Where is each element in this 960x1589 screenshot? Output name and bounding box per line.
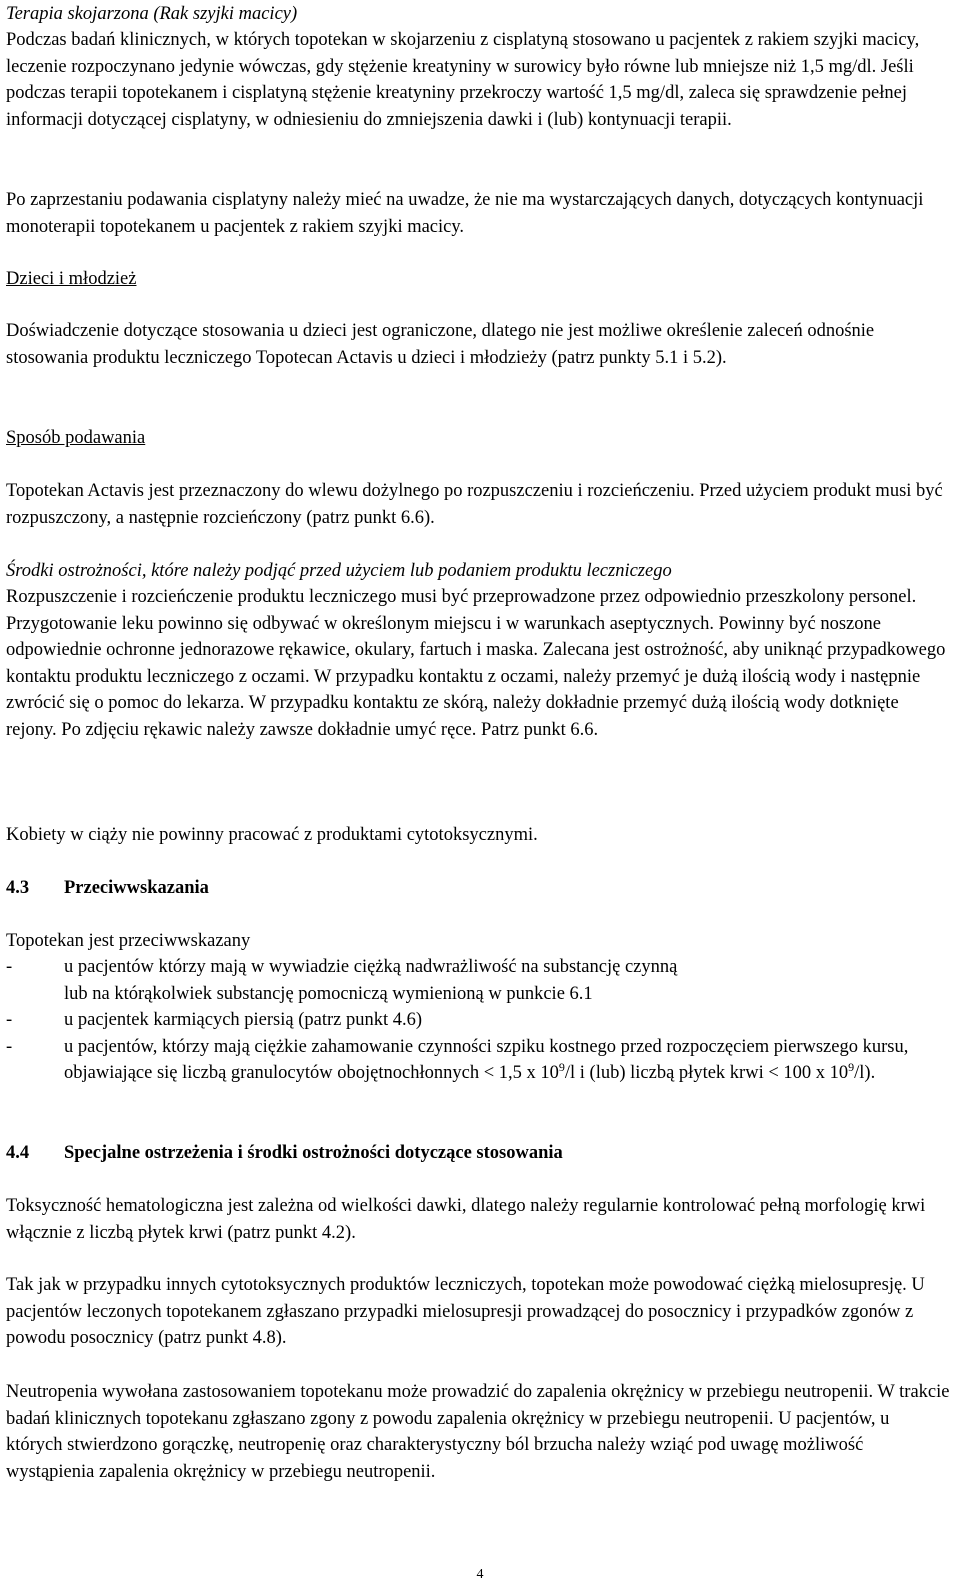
paragraph-cisplatin-discontinuation: Po zaprzestaniu podawania cisplatyny należy mieć na uwadze, że nie ma wystarczających danych, dotyczących kontynuacji monoterapii topotekanem u pacjentek z rakiem szyjki macicy. — [6, 190, 924, 237]
paragraph-hematologic-toxicity: Toksyczność hematologiczna jest zależna od wielkości dawki, dlatego należy regularnie kontrolować pełną morfologię krwi włącznie z liczbą płytek krwi (patrz punkt 4.2). — [6, 1196, 926, 1243]
superscript: 9 — [558, 1060, 565, 1074]
section-title: Przeciwwskazania — [64, 878, 209, 898]
page-number: 4 — [476, 1567, 484, 1582]
list-dash: - — [6, 957, 13, 977]
contraindications-list — [6, 954, 950, 1087]
contraindications-intro: Topotekan jest przeciwwskazany — [6, 931, 251, 951]
paragraph-pregnant-women: Kobiety w ciąży nie powinny pracować z produktami cytotoksycznymi. — [6, 825, 538, 845]
paragraph-children: Doświadczenie dotyczące stosowania u dzieci jest ograniczone, dlatego nie jest możliwe określenie zaleceń odnośnie stosowania produktu leczniczego Topotecan Actavis u dzieci i młodzieży (patrz punkty 5.1 i 5.2). — [6, 321, 875, 368]
paragraph-myelosuppression: Tak jak w przypadku innych cytotoksycznych produktów leczniczych, topotekan może powodować ciężką mielosupresję. U pacjentów leczonych topotekanem zgłaszano przypadki mielosupresji prowadzącej do posocznicy i przypadków zgonów z powodu posocznicy (patrz punkt 4.8). — [6, 1275, 925, 1348]
list-item-text: u pacjentów którzy mają w wywiadzie ciężką nadwrażliwość na substancję czynną — [64, 957, 678, 977]
list-dash: - — [6, 1010, 13, 1030]
list-item-text: u pacjentów, którzy mają ciężkie zahamowanie czynności szpiku kostnego przed rozpoczęciem pierwszego kursu, objawiające się liczbą granulocytów obojętnochłonnych < 1,5 x $10^9/l$ i (lub) liczbą płytek krwi < 100 x $10^9/l$). — [64, 1036, 909, 1083]
list-item-continuation — [6, 981, 950, 1008]
paragraph-cisplatin-creatinine: Podczas badań klinicznych, w których topotekan w skojarzeniu z cisplatyną stosowano u pacjentek z rakiem szyjki macicy, leczenie rozpoczynano jedynie wówczas, gdy stężenie kreatyniny w surowicy było równe lub mniejsze niż 1,5 mg/dl. Jeśli podczas terapii topotekanem i cisplatyną stężenie kreatyniny przekroczy wartość 1,5 mg/dl, zaleca się sprawdzenie pełnej informacji dotyczącej cisplatyny, w odniesieniu do zmniejszenia dawki i (lub) kontynuacji terapii. — [6, 30, 920, 130]
list-item — [6, 1034, 950, 1087]
list-item-text: lub na którąkolwiek substancję pomocniczą wymienioną w punkcie 6.1 — [64, 983, 593, 1004]
section-heading-children: Dzieci i młodzież — [6, 269, 137, 289]
list-item-text: u pacjentek karmiących piersią (patrz punkt 4.6) — [64, 1010, 423, 1030]
section-number: 4.4 — [6, 1143, 30, 1163]
section-title-contraindications — [6, 875, 209, 902]
list-dash: - — [6, 1036, 13, 1057]
section-heading-combination-therapy: Terapia skojarzona (Rak szyjki macicy) — [6, 4, 298, 24]
superscript: 9 — [848, 1060, 855, 1074]
list-item — [6, 954, 950, 981]
paragraph-precautions: Rozpuszczenie i rozcieńczenie produktu leczniczego musi być przeprowadzone przez odpowiednio przeszkolony personel. Przygotowanie leku powinno się odbywać w określonym miejscu i w warunkach aseptycznych. Powinny być noszone odpowiednie ochronne jednorazowe rękawice, okulary, fartuch i maska. Zalecana jest ostrożność, aby uniknąć przypadkowego kontaktu produktu leczniczego z oczami. W przypadku kontaktu z oczami, należy przemyć je dużą ilością wody i następnie zwrócić się o pomoc do lekarza. W przypadku kontaktu ze skórą, należy dokładnie przemyć dużą ilością wody dotknięte rejony. Po zdjęciu rękawic należy zawsze dokładnie umyć ręce. Patrz punkt 6.6. — [6, 587, 946, 740]
section-title: Specjalne ostrzeżenia i środki ostrożności dotyczące stosowania — [64, 1143, 563, 1163]
list-item — [6, 1007, 950, 1034]
section-heading-administration: Sposób podawania — [6, 428, 146, 448]
section-heading-precautions: Środki ostrożności, które należy podjąć przed użyciem lub podaniem produktu leczniczego — [6, 561, 672, 581]
paragraph-neutropenic-colitis: Neutropenia wywołana zastosowaniem topotekanu może prowadzić do zapalenia okrężnicy w przebiegu neutropenii. W trakcie badań klinicznych topotekanu zgłaszano zgony z powodu zapalenia okrężnicy w przebiegu neutropenii. U pacjentów, u których stwierdzono gorączkę, neutropenię oraz charakterystyczny ból brzucha należy wziąć pod uwagę możliwość wystąpienia zapalenia okrężnicy w przebiegu neutropenii. — [6, 1382, 950, 1482]
section-number: 4.3 — [6, 878, 30, 898]
paragraph-administration: Topotekan Actavis jest przeznaczony do wlewu dożylnego po rozpuszczeniu i rozcieńczeniu. Przed użyciem produkt musi być rozpuszczony, a następnie rozcieńczony (patrz punkt 6.6). — [6, 481, 943, 528]
section-title-warnings — [6, 1140, 563, 1167]
